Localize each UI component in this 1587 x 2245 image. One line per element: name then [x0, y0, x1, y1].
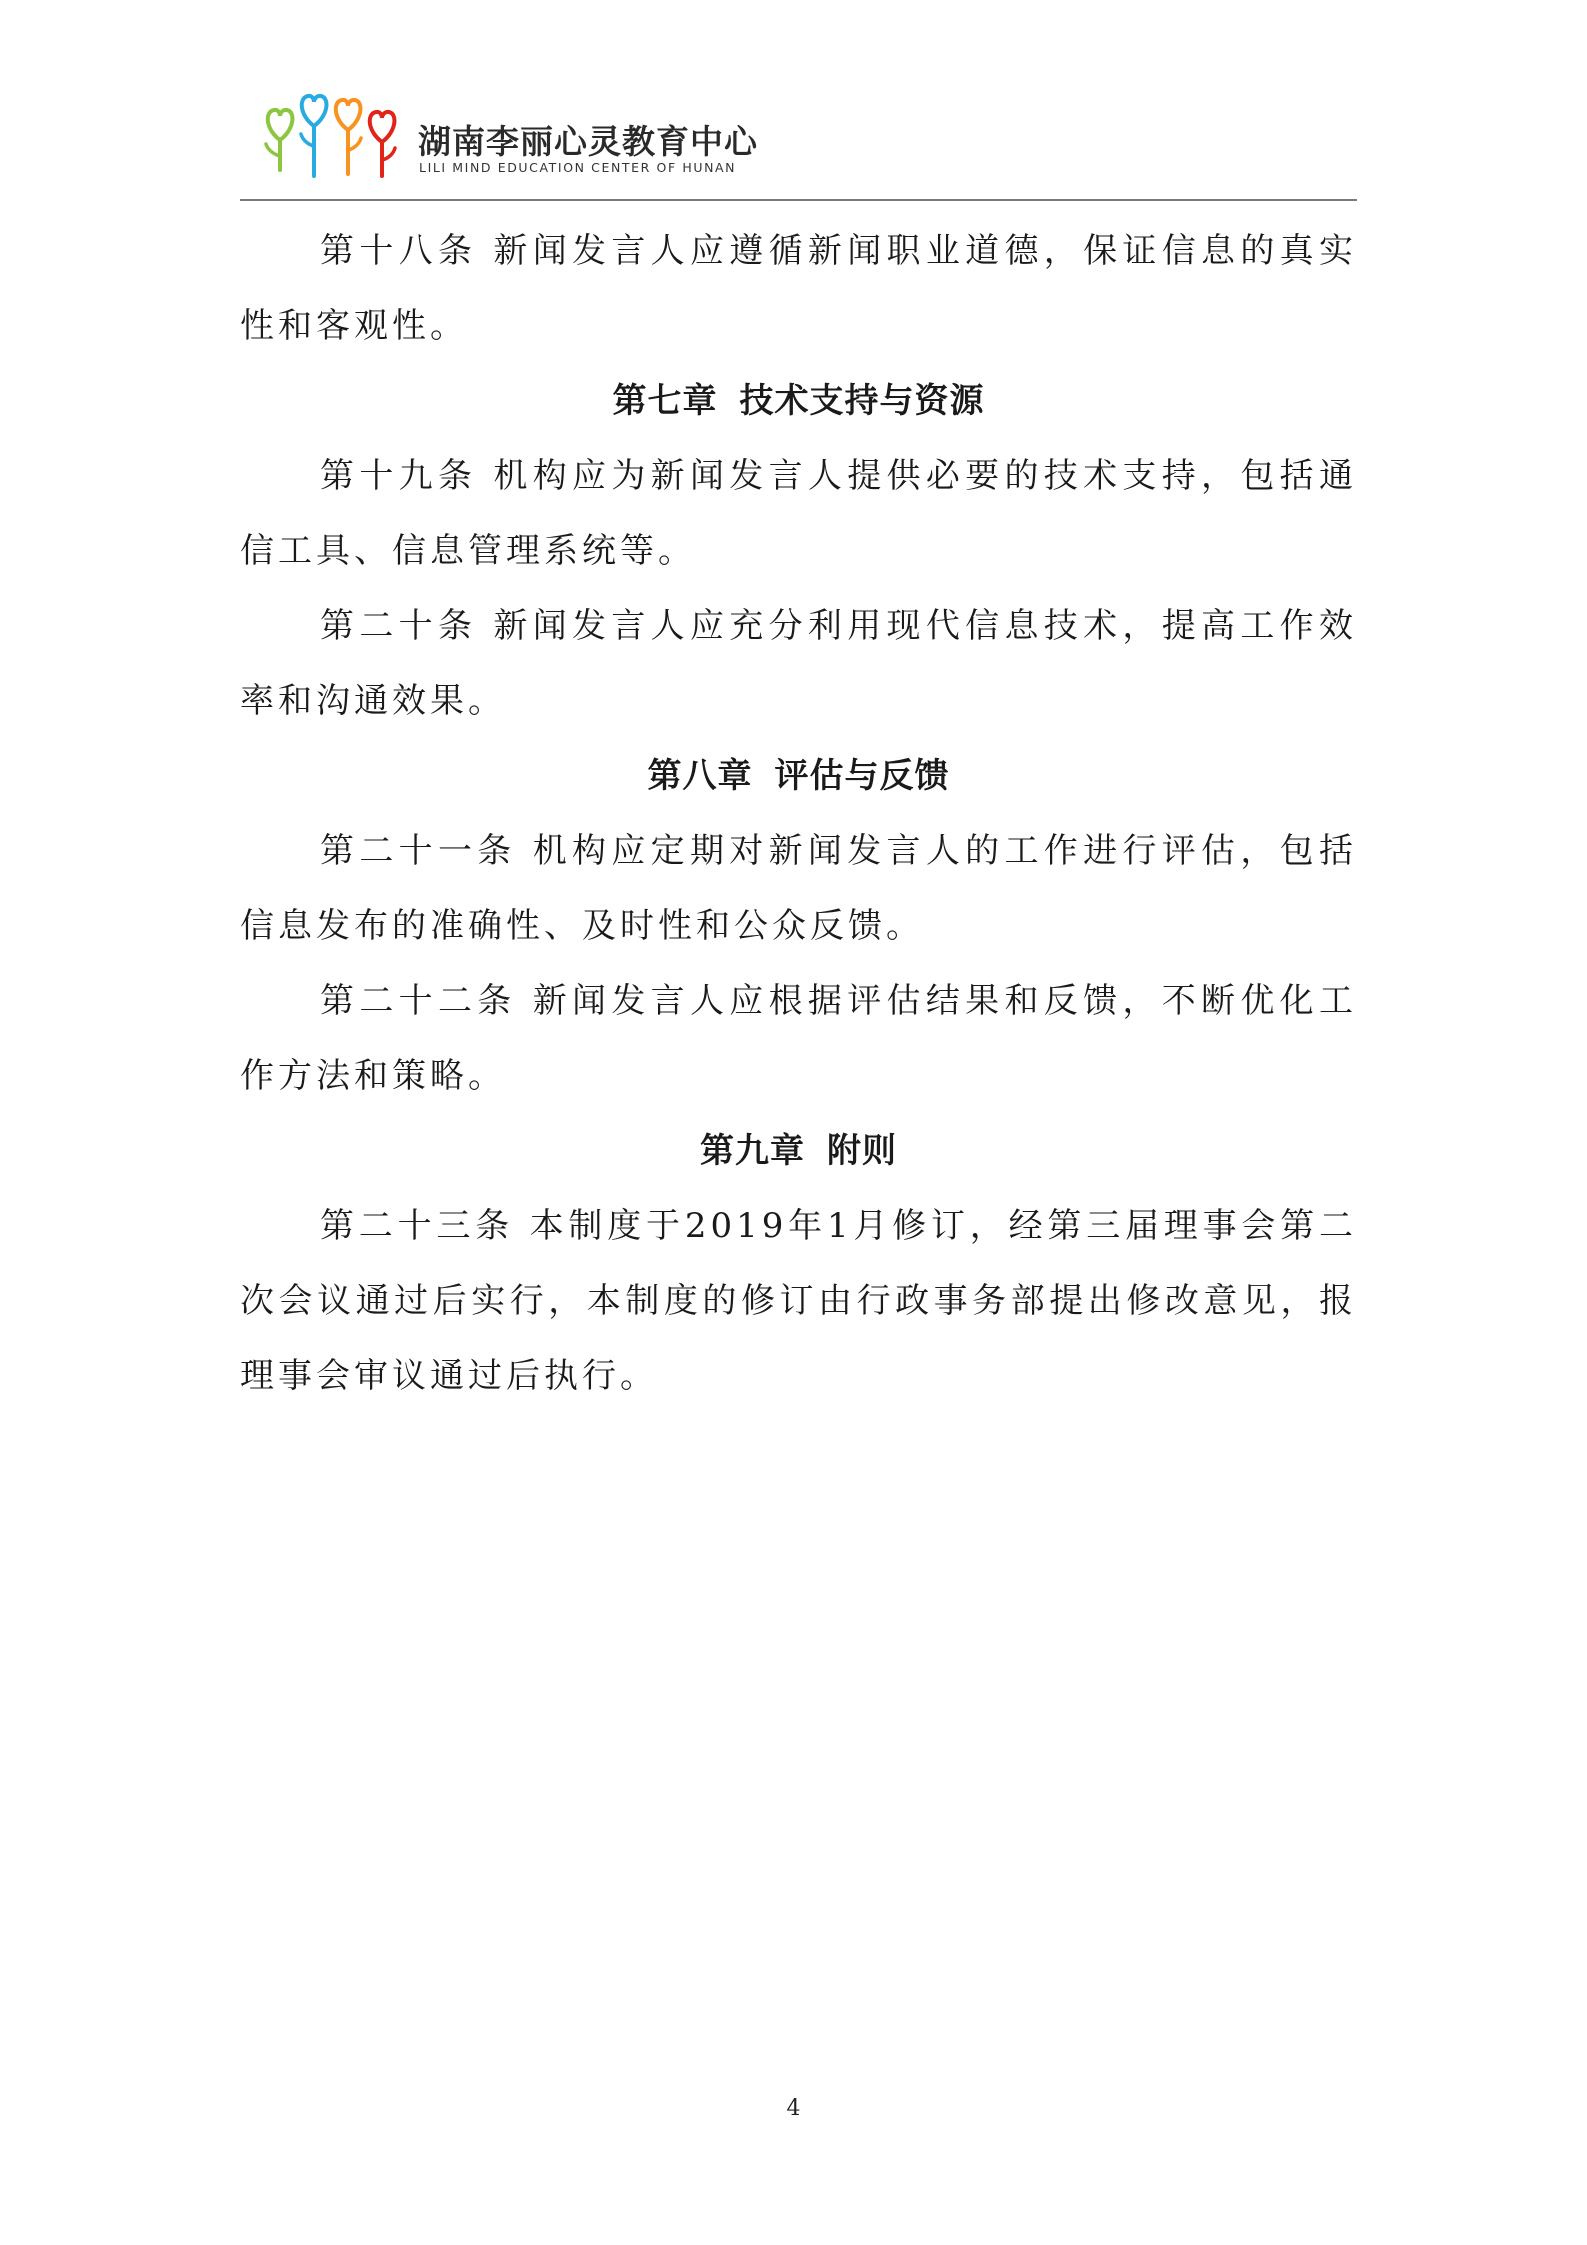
- logo-icon: [258, 90, 418, 182]
- chapter-heading: [240, 1114, 1357, 1189]
- chapter-number: 第七章: [612, 381, 718, 421]
- header-divider: [240, 199, 1357, 201]
- organization-name: 湖南李丽心灵教育中心: [418, 122, 758, 161]
- chapter-number: 第八章: [647, 756, 753, 796]
- chapter-title: 技术支持与资源: [739, 381, 985, 421]
- article-paragraph: 第十九条 机构应为新闻发言人提供必要的技术支持，包括通信工具、信息管理系统等。: [240, 456, 1357, 571]
- article-paragraph: 第二十条 新闻发言人应充分利用现代信息技术，提高工作效率和沟通效果。: [240, 606, 1357, 721]
- chapter-heading: [240, 739, 1357, 814]
- chapter-title: 附则: [827, 1131, 897, 1171]
- chapter-title: 评估与反馈: [774, 756, 950, 796]
- article-paragraph: 第二十一条 机构应定期对新闻发言人的工作进行评估，包括信息发布的准确性、及时性和公众反馈。: [240, 831, 1357, 946]
- chapter-number: 第九章: [700, 1131, 805, 1171]
- article-paragraph: 第二十三条 本制度于2019年1月修订，经第三届理事会第二次会议通过后实行，本制度的修订由行政事务部提出修改意见，报理事会审议通过后执行。: [240, 1206, 1357, 1396]
- page-number: 4: [786, 2096, 801, 2121]
- article-paragraph: 第二十二条 新闻发言人应根据评估结果和反馈，不断优化工作方法和策略。: [240, 981, 1357, 1096]
- document-body: [240, 214, 1357, 1414]
- organization-name-english: LILI MIND EDUCATION CENTER OF HUNAN: [419, 160, 737, 175]
- article-paragraph: 第十八条 新闻发言人应遵循新闻职业道德，保证信息的真实性和客观性。: [240, 231, 1357, 346]
- document-header: [258, 90, 1358, 190]
- chapter-heading: [240, 364, 1357, 439]
